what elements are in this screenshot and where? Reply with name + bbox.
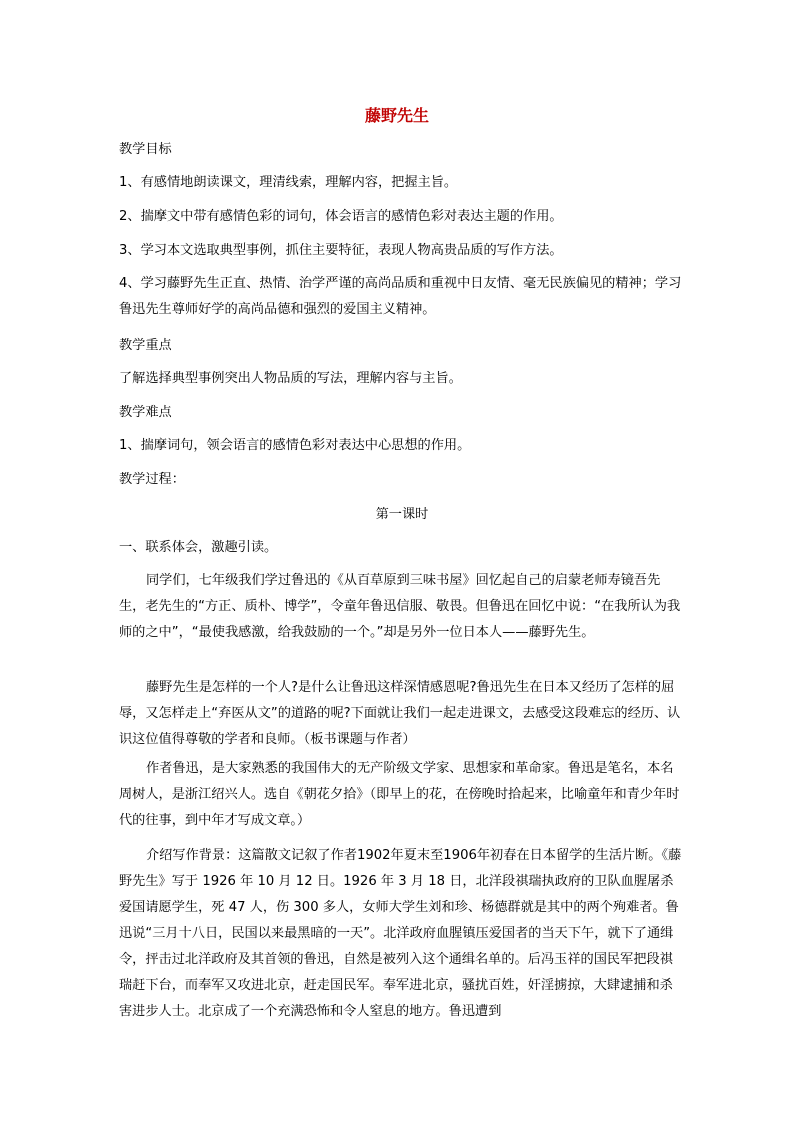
teaching-goals-heading: 教学目标 (119, 142, 172, 157)
goal-item-1: 1、有感情地朗读课文，理清线索，理解内容，把握主旨。 (119, 175, 458, 190)
goal-item-4: 4、学习藤野先生正直、热情、治学严谨的高尚品质和重视中日友情、毫无民族偏见的精神；学习鲁迅先生尊师好学的高尚品德和强烈的爱国主义精神。 (119, 276, 682, 317)
paragraph-2: 藤野先生是怎样的一个人?是什么让鲁迅这样深情感恩呢?鲁迅先生在日本又经历了怎样的屈辱，又怎样走上“弃医从文”的道路的呢?下面就让我们一起走进课文，去感受这段难忘的经历、认识这位值得尊敬的学者和良师。（板书课题与作者） (119, 680, 681, 747)
process-heading: 教学过程： (119, 472, 185, 487)
difficulties-heading: 教学难点 (119, 405, 172, 420)
lesson-title: 第一课时 (375, 507, 429, 522)
paragraph-3: 作者鲁迅，是大家熟悉的我国伟大的无产阶级文学家、思想家和革命家。鲁迅是笔名，本名周树人，是浙江绍兴人。选自《朝花夕拾》（即早上的花，在傍晚时拾起来，比喻童年和青少年时代的往事，到中年才写成文章。） (119, 761, 680, 828)
key-points-text: 了解选择典型事例突出人物品质的写法，理解内容与主旨。 (119, 371, 462, 386)
difficulties-text: 1、揣摩词句，领会语言的感情色彩对表达中心思想的作用。 (119, 438, 471, 453)
paragraph-1: 同学们，七年级我们学过鲁迅的《从百草原到三味书屋》回忆起自己的启蒙老师寿镜吾先生，老先生的“方正、质朴、博学”，令童年鲁迅信服、敬畏。但鲁迅在回忆中说：“在我所认为我师的之中”，“最使我感激，给我鼓励的一个。”却是另外一位日本人——藤野先生。 (119, 573, 681, 640)
goal-item-2: 2、揣摩文中带有感情色彩的词句，体会语言的感情色彩对表达主题的作用。 (119, 209, 563, 224)
key-points-heading: 教学重点 (119, 338, 172, 353)
document-title: 藤野先生 (364, 106, 429, 125)
goal-item-3: 3、学习本文选取典型事例，抓住主要特征，表现人物高贵品质的写作方法。 (119, 243, 563, 258)
paragraph-4: 介绍写作背景：这篇散文记叙了作者1902年夏末至1906年初春在日本留学的生活片断。《藤野先生》写于 1926 年 10 月 12 日。1926 年 3 月 18 日，北洋段祺瑞执政府的卫队血腥屠杀爱国请愿学生，死 47 人，伤 300 多人，女师大学生刘和珍、杨德群就是其中的两个殉难者。鲁迅说“三月十八日，民国以来最黑暗的一天”。北洋政府血腥镇压爱国者的当天下午，就下了通缉令，抨击过北洋政府及其首领的鲁迅，自然是被列入这个通缉名单的。后冯玉祥的国民军把段祺瑞赶下台，而奉军又攻进北京，赶走国民军。奉军进北京，骚扰百姓，奸淫掳掠，大肆逮捕和杀害进步人士。北京成了一个充满恐怖和令人窒息的地方。鲁迅遭到 (119, 848, 682, 1019)
section-heading: 一、联系体会，激趣引读。 (119, 540, 278, 555)
